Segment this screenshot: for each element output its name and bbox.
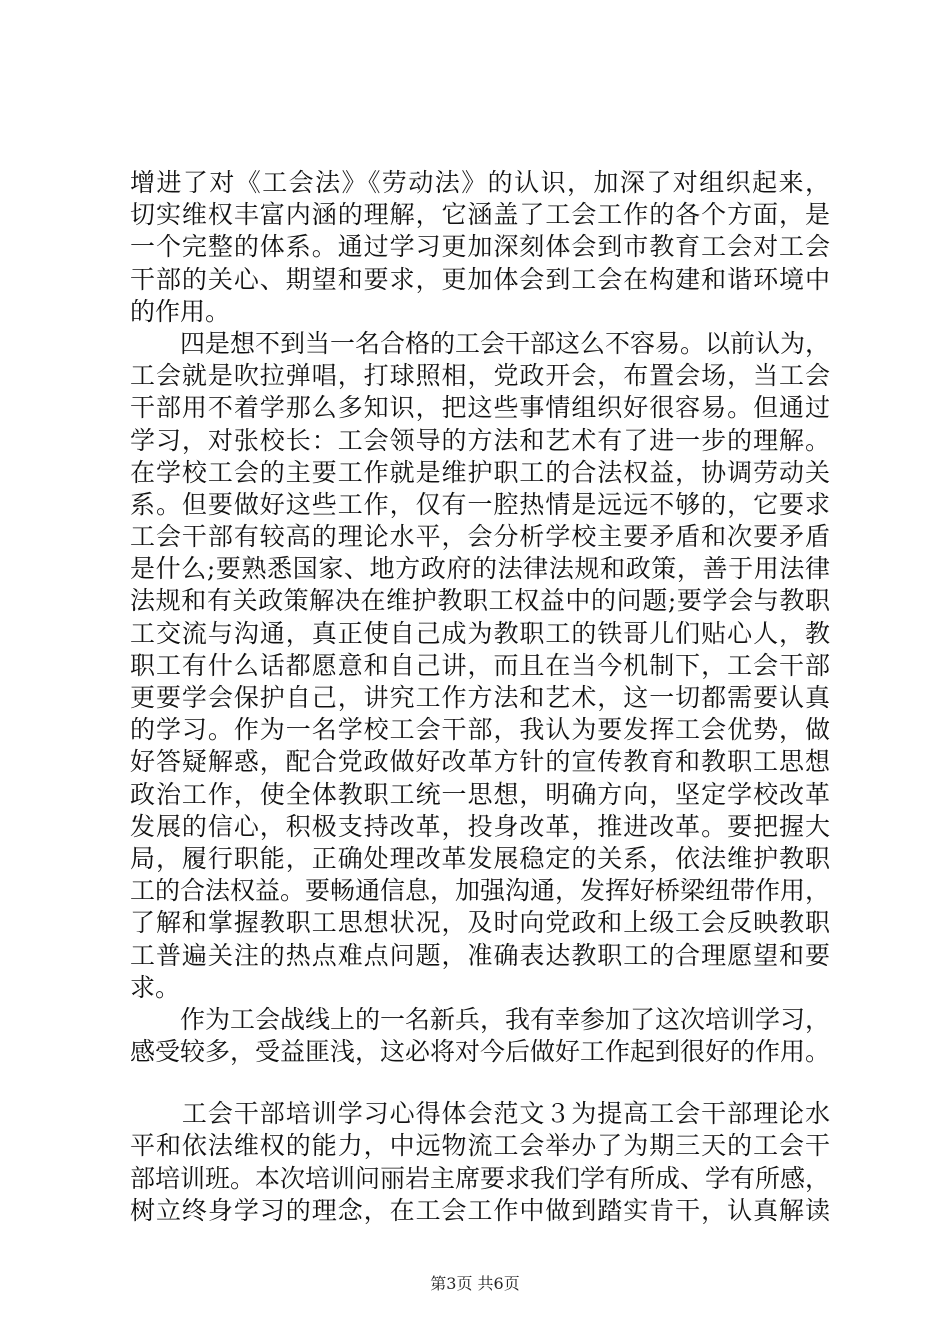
text-line: 法规和有关政策解决在维护教职工权益中的问题;要学会与教职	[130, 586, 830, 616]
text-line: 平和依法维权的能力，中远物流工会举办了为期三天的工会干	[130, 1131, 830, 1161]
text-line: 更要学会保护自己，讲究工作方法和艺术，这一切都需要认真	[130, 683, 830, 712]
text-line: 四是想不到当一名合格的工会干部这么不容易。以前认为，	[130, 328, 831, 358]
text-line: 职工有什么话都愿意和自己讲，而且在当今机制下，工会干部	[130, 650, 830, 680]
text-line: 部培训班。本次培训问丽岩主席要求我们学有所成、学有所感，	[130, 1163, 831, 1193]
text-line: 发展的信心，积极支持改革，投身改革，推进改革。要把握大	[130, 811, 830, 841]
text-line: 工交流与沟通，真正使自己成为教职工的铁哥儿们贴心人，教	[130, 618, 830, 648]
document-body	[130, 167, 830, 1227]
text-line: 的学习。作为一名学校工会干部，我认为要发挥工会优势，做	[130, 715, 830, 745]
text-line: 政治工作，使全体教职工统一思想，明确方向，坚定学校改革	[130, 779, 830, 809]
text-line: 工会干部培训学习心得体会范文３为提高工会干部理论水	[130, 1099, 830, 1129]
text-line: 学习，对张校长：工会领导的方法和艺术有了进一步的理解。	[130, 425, 830, 455]
text-line: 作为工会战线上的一名新兵，我有幸参加了这次培训学习，	[130, 1004, 831, 1034]
text-line: 在学校工会的主要工作就是维护职工的合法权益，协调劳动关	[130, 457, 830, 487]
text-line: 增进了对《工会法》《劳动法》的认识，加深了对组织起来，	[130, 168, 830, 197]
text-line: 了解和掌握教职工思想状况，及时向党政和上级工会反映教职	[130, 908, 830, 938]
paragraph-4	[130, 1098, 830, 1227]
text-line: 切实维权丰富内涵的理解，它涵盖了工会工作的各个方面，是	[130, 200, 830, 230]
paragraph-1	[130, 167, 830, 328]
text-line: 求。	[130, 972, 181, 1002]
text-line: 系。但要做好这些工作，仅有一腔热情是远远不够的，它要求	[130, 489, 830, 519]
text-line: 工会就是吹拉弹唱，打球照相，党政开会，布置会场，当工会	[130, 361, 830, 391]
text-line: 工会干部有较高的理论水平，会分析学校主要矛盾和次要矛盾	[130, 522, 830, 552]
page-number-footer: 第3页 共6页	[430, 1274, 520, 1293]
text-line: 工普遍关注的热点难点问题，准确表达教职工的合理愿望和要	[130, 940, 830, 970]
text-line: 一个完整的体系。通过学习更加深刻体会到市教育工会对工会	[130, 232, 830, 262]
text-line: 局，履行职能，正确处理改革发展稳定的关系，依法维护教职	[130, 843, 830, 873]
text-line: 工的合法权益。要畅通信息，加强沟通，发挥好桥梁纽带作用，	[130, 876, 831, 906]
text-line: 树立终身学习的理念，在工会工作中做到踏实肯干，认真解读	[130, 1195, 830, 1225]
text-line: 好答疑解惑，配合党政做好改革方针的宣传教育和教职工思想	[130, 747, 830, 777]
text-line: 是什么;要熟悉国家、地方政府的法律法规和政策，善于用法律	[130, 554, 830, 584]
text-line: 感受较多，受益匪浅，这必将对今后做好工作起到很好的作用。	[130, 1037, 831, 1067]
paragraph-2	[130, 328, 830, 1004]
paragraph-gap	[130, 1068, 830, 1098]
text-line: 干部的关心、期望和要求，更加体会到工会在构建和谐环境中	[130, 264, 830, 294]
text-line: 的作用。	[130, 296, 231, 326]
text-line: 干部用不着学那么多知识，把这些事情组织好很容易。但通过	[130, 393, 830, 423]
paragraph-3	[130, 1004, 830, 1068]
